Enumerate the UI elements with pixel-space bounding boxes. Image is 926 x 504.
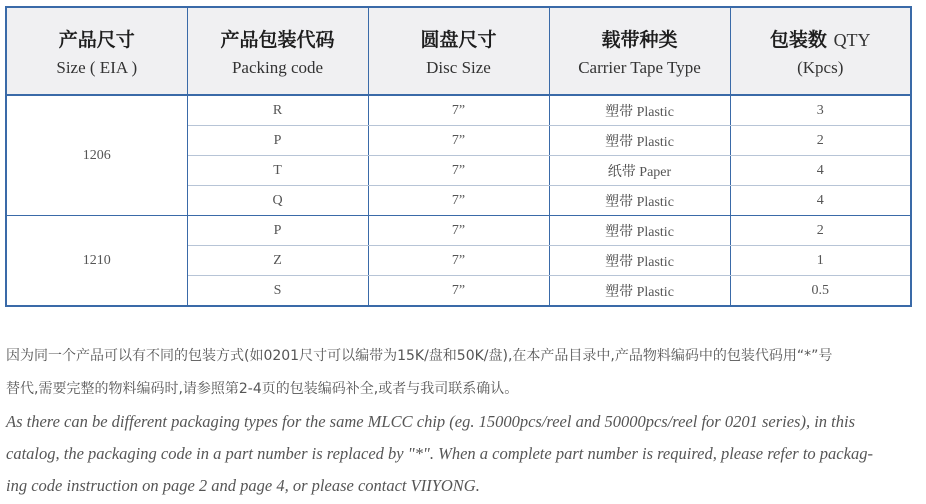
packing-code-cell: P <box>187 126 368 156</box>
tape-type-en: Plastic <box>636 284 674 300</box>
qty-cell: 4 <box>730 186 911 216</box>
header-packing-code <box>187 7 368 95</box>
header-packing-code-zh: 产品包装代码 <box>220 28 335 51</box>
note-en-line-2: catalog, the packaging code in a part number is replaced by "*". When a complete part number is required, please refer to packag- <box>6 444 873 463</box>
size-cell: 1206 <box>6 95 187 216</box>
tape-type-en: Plastic <box>636 134 674 150</box>
header-disc-size-zh: 圆盘尺寸 <box>420 28 497 51</box>
carrier-tape-cell <box>549 276 730 307</box>
packing-code-cell: R <box>187 95 368 126</box>
tape-type-zh: 纸带 <box>607 163 636 180</box>
note-cn-line-2: 替代,需要完整的物料编码时,请参照第2-4页的包装编码补全,或者与我司联系确认。 <box>6 381 519 397</box>
table-header-row <box>6 7 911 95</box>
header-qty-zh-text: 包装数 <box>769 28 827 51</box>
packaging-notes <box>6 340 922 502</box>
tape-type-zh: 塑带 <box>605 223 634 240</box>
carrier-tape-cell <box>549 216 730 246</box>
disc-size-cell: 7” <box>368 126 549 156</box>
disc-size-cell: 7” <box>368 156 549 186</box>
header-carrier-tape <box>549 7 730 95</box>
tape-type-en: Plastic <box>636 254 674 270</box>
carrier-tape-cell <box>549 126 730 156</box>
header-packing-code-en: Packing code <box>231 57 324 77</box>
note-cn-line-1: 因为同一个产品可以有不同的包装方式(如0201尺寸可以编带为15K/盘和50K/盘),在本产品目录中,产品物料编码中的包装代码用“*”号 <box>6 348 833 364</box>
qty-cell: 2 <box>730 126 911 156</box>
header-qty-suffix: QTY <box>833 29 871 50</box>
tape-type-en: Paper <box>639 164 672 180</box>
tape-type-en: Plastic <box>636 104 674 120</box>
header-size-zh: 产品尺寸 <box>58 28 135 51</box>
header-carrier-tape-en: Carrier Tape Type <box>578 57 701 77</box>
qty-cell: 4 <box>730 156 911 186</box>
tape-type-zh: 塑带 <box>605 253 634 270</box>
tape-type-zh: 塑带 <box>605 133 634 150</box>
header-size <box>6 7 187 95</box>
packing-code-cell: T <box>187 156 368 186</box>
tape-type-en: Plastic <box>636 224 674 240</box>
packing-code-cell: P <box>187 216 368 246</box>
tape-type-en: Plastic <box>636 194 674 210</box>
disc-size-cell: 7” <box>368 276 549 307</box>
qty-cell: 2 <box>730 216 911 246</box>
header-qty-zh <box>731 25 911 52</box>
note-en-line-1: As there can be different packaging types for the same MLCC chip (eg. 15000pcs/reel and 50000pcs/reel for 0201 series), in this <box>6 412 856 431</box>
tape-type-zh: 塑带 <box>605 103 634 120</box>
disc-size-cell: 7” <box>368 216 549 246</box>
header-qty <box>730 7 911 95</box>
note-en-line-3: ing code instruction on page 2 and page 4, or please contact VIIYONG. <box>6 476 480 495</box>
header-carrier-tape-zh: 载带种类 <box>601 28 678 51</box>
carrier-tape-cell <box>549 186 730 216</box>
table-row <box>6 216 911 246</box>
header-disc-size-en: Disc Size <box>426 57 491 77</box>
table-row <box>6 95 911 126</box>
qty-cell: 0.5 <box>811 282 829 298</box>
disc-size-cell: 7” <box>368 95 549 126</box>
disc-size-cell: 7” <box>368 246 549 276</box>
carrier-tape-cell <box>549 156 730 186</box>
qty-cell: 1 <box>730 246 911 276</box>
packing-code-cell: Q <box>187 186 368 216</box>
header-qty-en: (Kpcs) <box>797 57 844 77</box>
qty-cell: 3 <box>730 95 911 126</box>
packing-code-cell: S <box>187 276 368 307</box>
header-size-en: Size ( EIA ) <box>56 57 138 77</box>
carrier-tape-cell <box>549 95 730 126</box>
size-cell: 1210 <box>6 216 187 307</box>
tape-type-zh: 塑带 <box>605 193 634 210</box>
packing-code-cell: Z <box>187 246 368 276</box>
tape-type-zh: 塑带 <box>605 283 634 300</box>
header-disc-size <box>368 7 549 95</box>
packing-spec-table <box>5 6 912 307</box>
carrier-tape-cell <box>549 246 730 276</box>
disc-size-cell: 7” <box>368 186 549 216</box>
